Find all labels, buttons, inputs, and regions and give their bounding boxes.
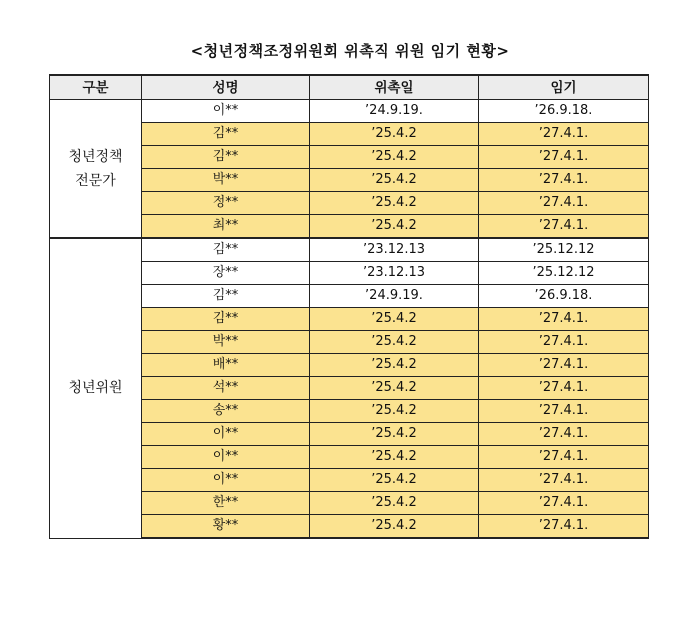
term-cell: ’26.9.18. — [479, 285, 649, 308]
appointed-date-cell: ’25.4.2 — [310, 515, 479, 539]
name-cell: 황** — [142, 515, 310, 539]
term-cell: ’25.12.12 — [479, 262, 649, 285]
name-cell: 김** — [142, 308, 310, 331]
name-cell: 김** — [142, 123, 310, 146]
table-header-row — [50, 75, 649, 100]
category-label-line: 전문가 — [75, 172, 116, 189]
term-cell: ’26.9.18. — [479, 100, 649, 123]
name-cell: 석** — [142, 377, 310, 400]
appointed-date-cell: ’25.4.2 — [310, 123, 479, 146]
appointed-date-cell: ’25.4.2 — [310, 192, 479, 215]
name-cell: 이** — [142, 100, 310, 123]
appointed-date-cell: ’24.9.19. — [310, 285, 479, 308]
term-cell: ’27.4.1. — [479, 215, 649, 239]
term-cell: ’27.4.1. — [479, 377, 649, 400]
category-cell — [50, 238, 142, 538]
appointed-date-cell: ’25.4.2 — [310, 146, 479, 169]
term-cell: ’27.4.1. — [479, 123, 649, 146]
term-cell: ’27.4.1. — [479, 192, 649, 215]
name-cell: 한** — [142, 492, 310, 515]
name-cell: 박** — [142, 169, 310, 192]
appointed-date-cell: ’25.4.2 — [310, 423, 479, 446]
header-name: 성명 — [142, 75, 310, 100]
table-row — [50, 238, 649, 262]
group-policy-experts — [50, 100, 649, 239]
name-cell: 이** — [142, 446, 310, 469]
term-cell: ’25.12.12 — [479, 238, 649, 262]
name-cell: 이** — [142, 469, 310, 492]
table-row — [50, 100, 649, 123]
name-cell: 송** — [142, 400, 310, 423]
name-cell: 김** — [142, 238, 310, 262]
appointed-date-cell: ’24.9.19. — [310, 100, 479, 123]
appointed-date-cell: ’25.4.2 — [310, 469, 479, 492]
appointed-date-cell: ’25.4.2 — [310, 169, 479, 192]
appointed-date-cell: ’25.4.2 — [310, 354, 479, 377]
document-title: <청년정책조정위원회 위촉직 위원 임기 현황> — [190, 42, 510, 60]
header-category: 구분 — [50, 75, 142, 100]
appointed-date-cell: ’25.4.2 — [310, 215, 479, 239]
name-cell: 최** — [142, 215, 310, 239]
term-cell: ’27.4.1. — [479, 146, 649, 169]
name-cell: 정** — [142, 192, 310, 215]
appointed-date-cell: ’23.12.13 — [310, 262, 479, 285]
appointed-date-cell: ’25.4.2 — [310, 492, 479, 515]
appointed-date-cell: ’25.4.2 — [310, 308, 479, 331]
term-cell: ’27.4.1. — [479, 331, 649, 354]
category-cell — [50, 100, 142, 239]
appointed-date-cell: ’25.4.2 — [310, 446, 479, 469]
group-youth-members — [50, 238, 649, 538]
name-cell: 장** — [142, 262, 310, 285]
member-term-table — [49, 74, 649, 539]
header-appointed-date: 위촉일 — [310, 75, 479, 100]
term-cell: ’27.4.1. — [479, 400, 649, 423]
term-cell: ’27.4.1. — [479, 515, 649, 539]
category-label-line: 청년위원 — [68, 380, 123, 397]
appointed-date-cell: ’23.12.13 — [310, 238, 479, 262]
name-cell: 박** — [142, 331, 310, 354]
term-cell: ’27.4.1. — [479, 446, 649, 469]
term-cell: ’27.4.1. — [479, 492, 649, 515]
term-cell: ’27.4.1. — [479, 169, 649, 192]
header-term: 임기 — [479, 75, 649, 100]
category-label-line: 청년정책 — [68, 148, 123, 165]
appointed-date-cell: ’25.4.2 — [310, 377, 479, 400]
term-cell: ’27.4.1. — [479, 308, 649, 331]
term-cell: ’27.4.1. — [479, 354, 649, 377]
name-cell: 배** — [142, 354, 310, 377]
appointed-date-cell: ’25.4.2 — [310, 331, 479, 354]
appointed-date-cell: ’25.4.2 — [310, 400, 479, 423]
term-cell: ’27.4.1. — [479, 423, 649, 446]
term-cell: ’27.4.1. — [479, 469, 649, 492]
name-cell: 이** — [142, 423, 310, 446]
name-cell: 김** — [142, 146, 310, 169]
name-cell: 김** — [142, 285, 310, 308]
